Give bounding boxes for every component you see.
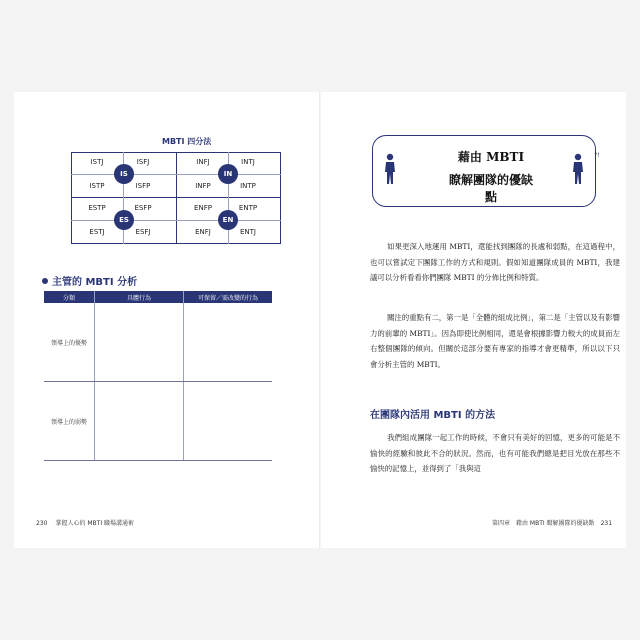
question-exclaim-mark: ?! <box>594 152 600 159</box>
running-head: 掌握人心的 MBTI 職場溝通術 <box>55 520 134 527</box>
type-label: ESTJ <box>89 228 105 236</box>
quadrant-center-badge: IN <box>218 164 238 184</box>
bullet-dot-icon <box>42 278 48 284</box>
type-label: ESFP <box>134 204 152 212</box>
table-cell <box>95 303 184 382</box>
body-paragraph: 我們組成團隊一起工作的時候，不會只有美好的回憶，更多的可能是不愉快的經驗和彼此不合的狀況。然而，也有可能我們總是把目光放在那些不愉快的記憶上，並得到了「我與這 <box>370 433 620 473</box>
quadrant-center-badge: IS <box>114 164 134 184</box>
type-label: INTJ <box>241 158 255 166</box>
type-label: ENFJ <box>195 228 211 236</box>
table-row <box>44 382 272 461</box>
type-label: ISFP <box>135 182 151 190</box>
gutter <box>319 92 321 548</box>
body-paragraph: 如果更深入地運用 MBTI，還能找到團隊的長處和弱點，在這過程中，也可以嘗試定下團隊工作的方式和規則。假如知道團隊成員的 MBTI，我建議可以分析看看你們團隊 MBTI 的分佈比例和特質。 <box>370 242 620 282</box>
row-label: 領導上的優勢 <box>44 303 95 382</box>
analysis-table <box>44 291 272 461</box>
type-label: ESTP <box>88 204 106 212</box>
left-footer <box>36 518 134 527</box>
table-cell <box>184 303 273 382</box>
type-label: ESFJ <box>135 228 151 236</box>
section-heading-left: 主管的 MBTI 分析 <box>42 273 137 288</box>
type-label: ENTJ <box>240 228 256 236</box>
person-icon <box>572 153 584 185</box>
chapter-label: 第四章 <box>492 520 511 527</box>
diagram-title: MBTI 四分法 <box>162 137 212 146</box>
type-label: INFP <box>195 182 211 190</box>
right-footer <box>492 518 612 527</box>
section-heading-right: 在團隊內活用 MBTI 的方法 <box>370 410 496 421</box>
quadrant-center-badge: EN <box>218 210 238 230</box>
row-label: 領導上的弱勢 <box>44 382 95 461</box>
type-label: INFJ <box>196 158 210 166</box>
table-cell <box>95 382 184 461</box>
person-icon <box>384 153 396 185</box>
banner-title-line2: 瞭解團隊的優缺點 <box>448 173 533 204</box>
table-row <box>44 303 272 382</box>
book-spread <box>14 92 626 548</box>
column-header: 分類 <box>44 291 95 303</box>
page-number: 230 <box>36 520 48 527</box>
banner-title-line1: 藉由 MBTI <box>457 150 525 164</box>
type-label: ISTP <box>89 182 105 190</box>
type-label: INTP <box>240 182 256 190</box>
page-number: 231 <box>600 520 613 527</box>
type-label: ENFP <box>194 204 212 212</box>
type-label: ENTP <box>238 204 258 212</box>
type-label: ISTJ <box>90 158 104 166</box>
body-paragraph: 關注的重點有二，第一是「全體的組成比例」，第二是「主管以及有影響力的前輩的 MBTI」。因為即使比例相同，還是會根據影響力較大的成員而左右整個團隊的傾向。但關於這部分要有專家的指導才會更精準，所以以下只會分析主管的 MBTI。 <box>370 313 620 369</box>
column-header: 具體行為 <box>95 291 184 303</box>
running-head: 藉由 MBTI 瞭解團隊的優缺點 <box>516 520 595 527</box>
table-cell <box>184 382 273 461</box>
type-label: ISFJ <box>136 158 150 166</box>
quadrant-center-badge: ES <box>114 210 134 230</box>
column-header: 可保留／需改變的行為 <box>184 291 273 303</box>
mbti-quadrant-diagram <box>71 152 281 244</box>
